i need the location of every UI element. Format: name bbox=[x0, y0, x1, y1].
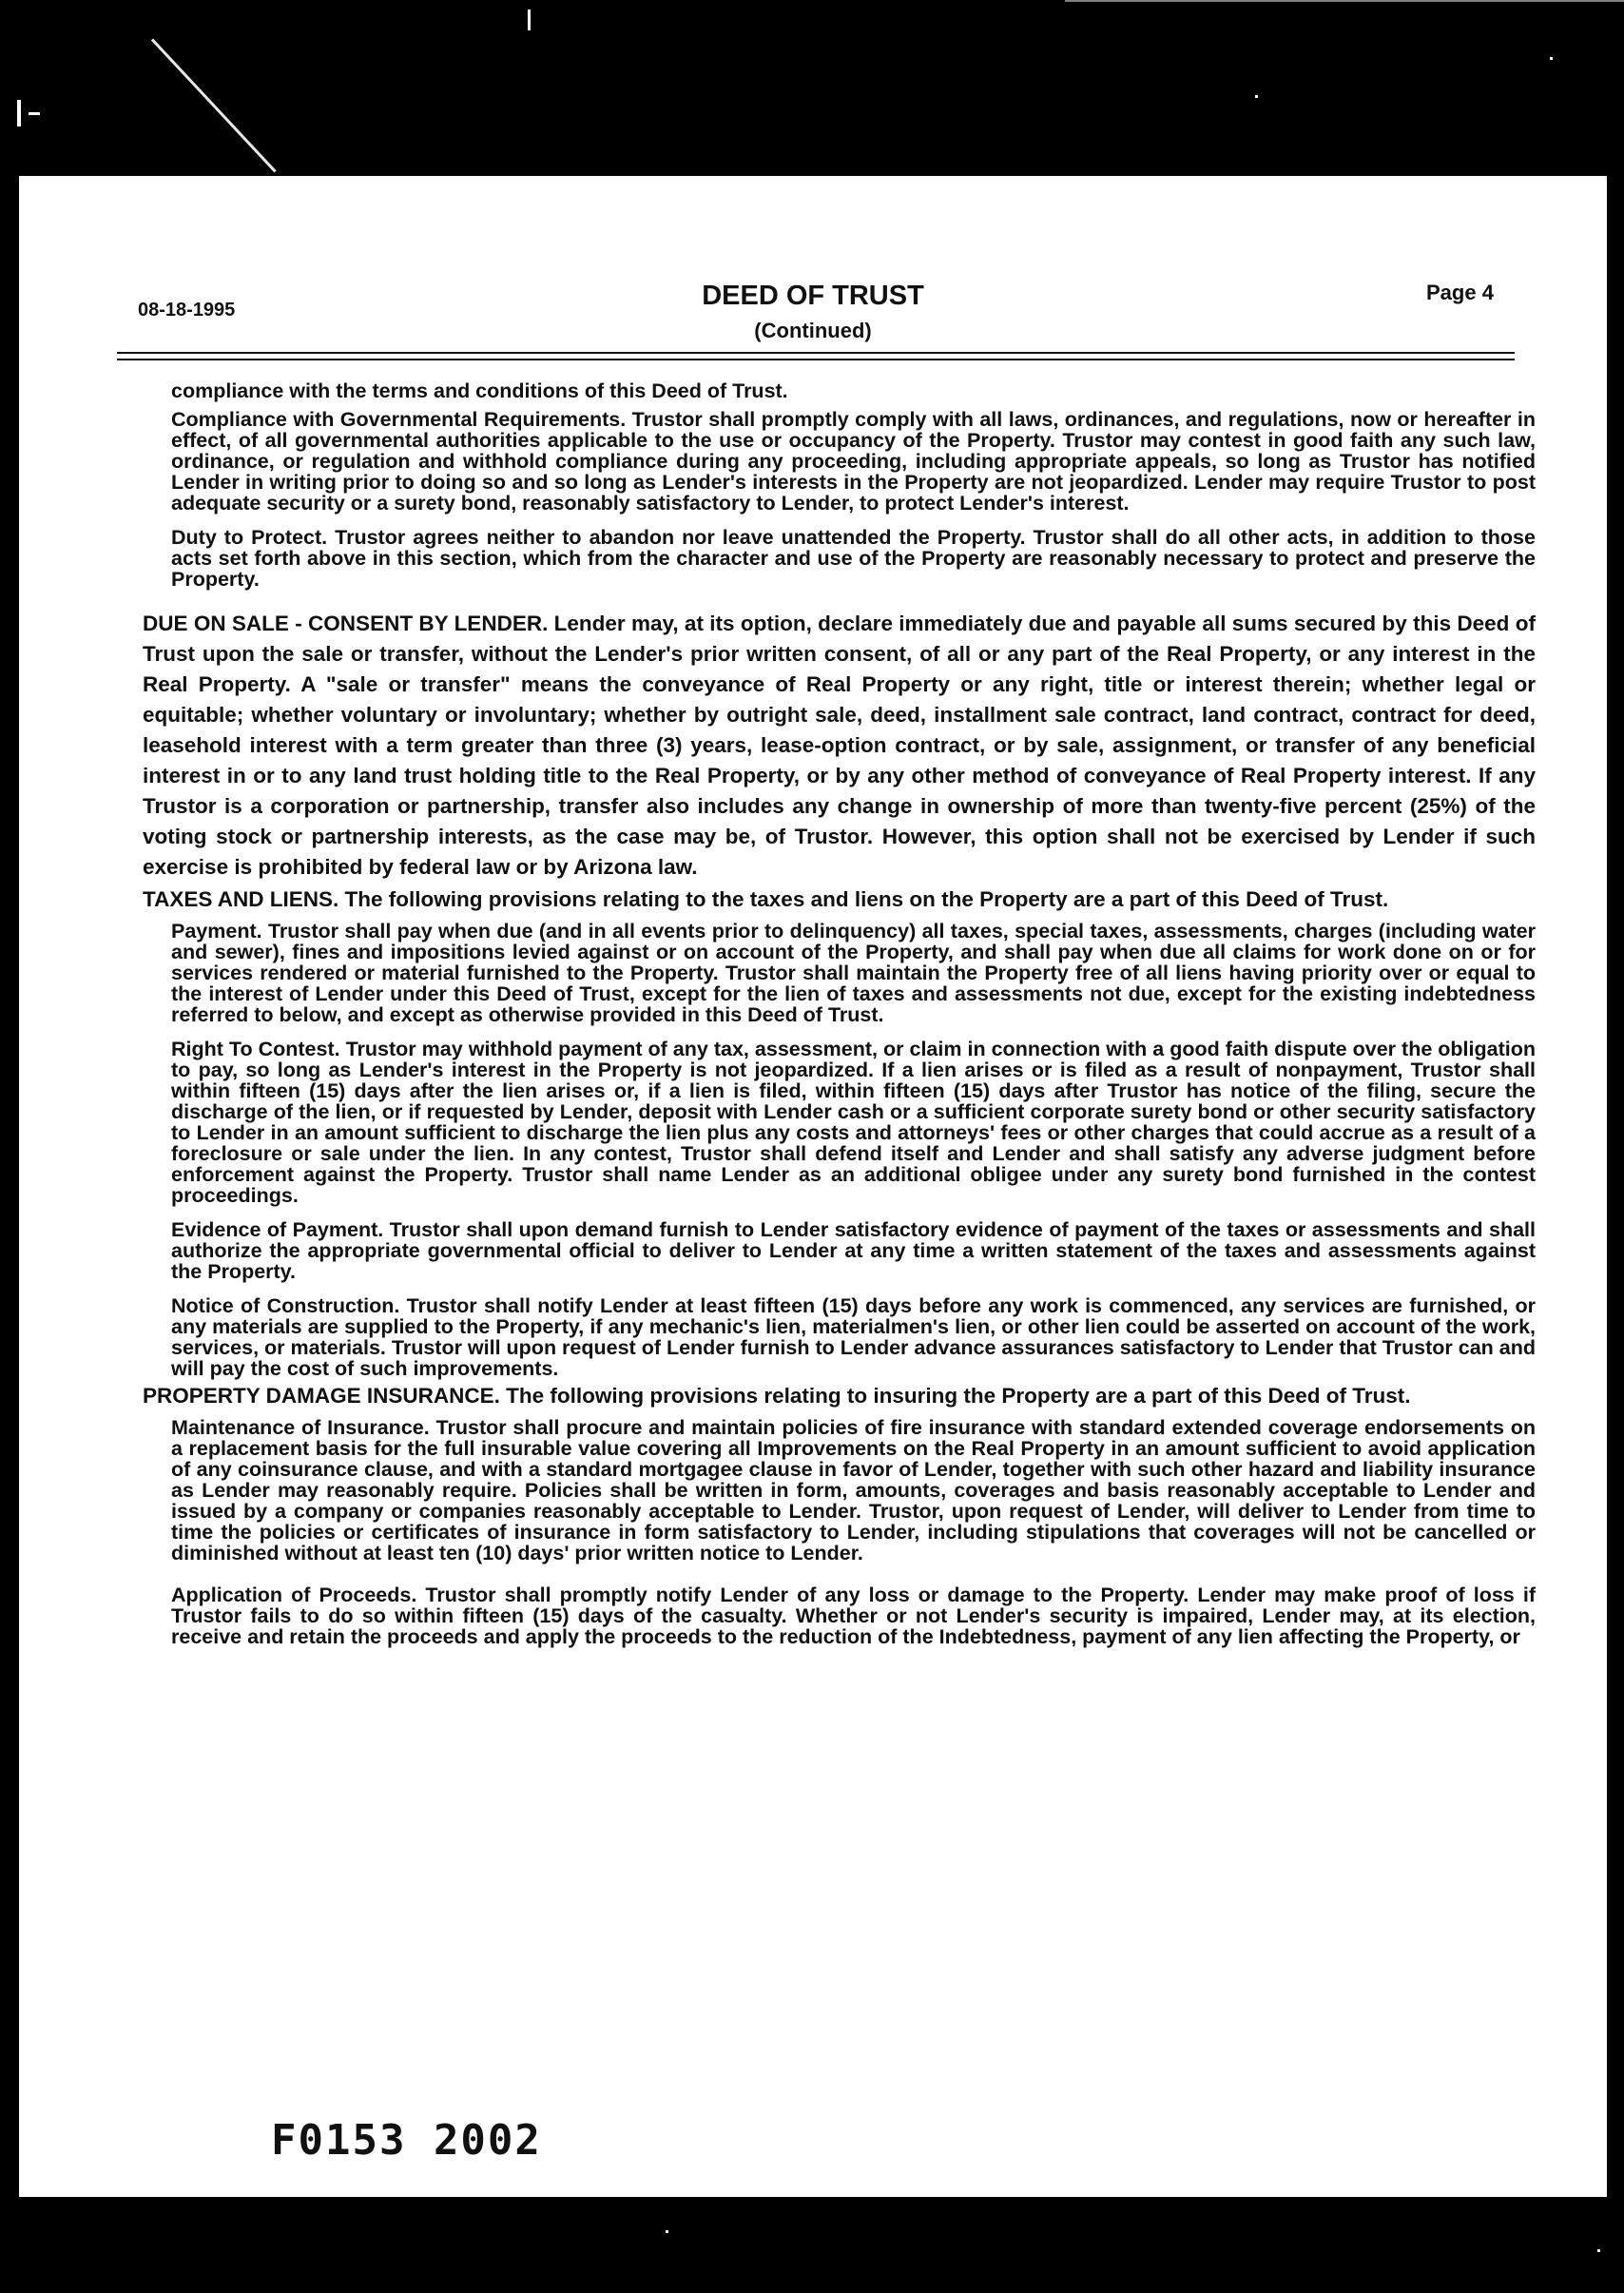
heading-evidence: Evidence of Payment. bbox=[171, 1218, 384, 1241]
heading-taxes: TAXES AND LIENS. bbox=[143, 887, 339, 911]
text-duty: Trustor agrees neither to abandon nor leave unattended the Property. Trustor shall do all other acts, in addition to those acts set forth above in this section, which from the character and use of the Property are reasonably necessary to protect and preserve the Property. bbox=[171, 526, 1536, 591]
page-number: Page 4 bbox=[1426, 281, 1494, 304]
heading-maintenance: Maintenance of Insurance. bbox=[171, 1416, 430, 1439]
continuation-text: compliance with the terms and conditions of this Deed of Trust. bbox=[171, 379, 788, 402]
scan-speck bbox=[17, 100, 21, 126]
heading-notice: Notice of Construction. bbox=[171, 1294, 400, 1317]
heading-proceeds: Application of Proceeds. bbox=[171, 1584, 417, 1606]
text-taxes: The following provisions relating to the taxes and liens on the Property are a part of this Deed of Trust. bbox=[338, 887, 1389, 911]
text-compliance: Trustor shall promptly comply with all laws, ordinances, and regulations, now or hereafter in effect, of all governmental authorities applicable to the use or occupancy of the Property. Trustor may contest in good faith any such law, ordinance, or regulation and withhold compliance during any proceeding, including appropriate appeals, so long as Trustor has notified Lender in writing prior to doing so and so long as Lender's interests in the Property are not jeopardized. Lender may require Trustor to post adequate security or a surety bond, reasonably satisfactory to Lender, to protect Lender's interest. bbox=[171, 408, 1536, 515]
document-code: F0153 2002 bbox=[271, 2116, 542, 2165]
paragraph-evidence bbox=[143, 1219, 1536, 1282]
paragraph-compliance bbox=[143, 409, 1536, 514]
document-body bbox=[143, 380, 1536, 1661]
text-evidence: Trustor shall upon demand furnish to Lender satisfactory evidence of payment of the taxes or assessments and shall authorize the appropriate governmental official to deliver to Lender at any time a written statement of the taxes and assessments against the Property. bbox=[171, 1218, 1536, 1283]
paragraph-maintenance bbox=[143, 1417, 1536, 1564]
heading-contest: Right To Contest. bbox=[171, 1038, 340, 1060]
heading-payment: Payment. bbox=[171, 920, 262, 942]
heading-duty: Duty to Protect. bbox=[171, 526, 328, 549]
paragraph-notice bbox=[143, 1295, 1536, 1379]
document-page bbox=[19, 176, 1607, 2197]
scan-speck bbox=[29, 112, 40, 115]
header-rule-bottom bbox=[117, 359, 1515, 360]
scan-speck bbox=[666, 2230, 668, 2233]
paragraph-proceeds bbox=[143, 1584, 1536, 1647]
text-payment: Trustor shall pay when due (and in all events prior to delinquency) all taxes, special taxes, assessments, charges (including water and sewer), fines and impositions levied against or on account of the Property, and shall pay when due all claims for work done on or for services rendered or material furnished to the Property. Trustor shall maintain the Property free of all liens having priority over or equal to the interest of Lender under this Deed of Trust, except for the lien of taxes and assessments not due, except for the existing indebtedness referred to below, and except as otherwise provided in this Deed of Trust. bbox=[171, 920, 1536, 1026]
scan-speck bbox=[1597, 2249, 1600, 2252]
paragraph-taxes bbox=[143, 888, 1536, 911]
text-proceeds: Trustor shall promptly notify Lender of any loss or damage to the Property. Lender may make proof of loss if Trustor fails to do so within fifteen (15) days of the casualty. Whether or not Lender's security is impaired, Lender may, at its election, receive and retain the proceeds and apply the proceeds to the reduction of the Indebtedness, payment of any lien affecting the Property, or bbox=[171, 1584, 1536, 1648]
text-contest: Trustor may withhold payment of any tax, assessment, or claim in connection with a good faith dispute over the obligation to pay, so long as Lender's interest in the Property is not jeopardized. If a lien arises or is filed as a result of nonpayment, Trustor shall within fifteen (15) days after the lien arises or, if a lien is filed, within fifteen (15) days after Trustor has notice of the filing, secure the discharge of the lien, or if requested by Lender, deposit with Lender cash or a sufficient corporate surety bond or other security satisfactory to Lender in an amount sufficient to discharge the lien plus any costs and attorneys' fees or other charges that could accrue as a result of a foreclosure or sale under the lien. In any contest, Trustor shall defend itself and Lender and shall satisfy any adverse judgment before enforcement against the Property. Trustor shall name Lender as an additional obligee under any surety bond furnished in the contest proceedings. bbox=[171, 1038, 1536, 1207]
text-insurance: The following provisions relating to insuring the Property are a part of this Deed of Trust. bbox=[499, 1384, 1411, 1408]
text-notice: Trustor shall notify Lender at least fifteen (15) days before any work is commenced, any services are furnished, or any materials are supplied to the Property, if any mechanic's lien, materialmen's lien, or other lien could be asserted on account of the work, services, or materials. Trustor will upon request of Lender furnish to Lender advance assurances satisfactory to Lender that Trustor can and will pay the cost of such improvements. bbox=[171, 1294, 1536, 1380]
scan-mark bbox=[151, 38, 277, 172]
heading-compliance: Compliance with Governmental Requirements. bbox=[171, 408, 627, 431]
header-rule-top bbox=[117, 352, 1515, 354]
text-due-on-sale: Lender may, at its option, declare immediately due and payable all sums secured by this Deed of Trust upon the sale or transfer, without the Lender's prior written consent, of all or any part of the Real Property, or any interest in the Real Property. A "sale or transfer" means the conveyance of Real Property or any right, title or interest therein; whether legal or equitable; whether voluntary or involuntary; whether by outright sale, deed, installment sale contract, land contract, contract for deed, leasehold interest with a term greater than three (3) years, lease-option contract, or by sale, assignment, or transfer of any beneficial interest in or to any land trust holding title to the Real Property, or by any other method of conveyance of Real Property interest. If any Trustor is a corporation or partnership, transfer also includes any change in ownership of more than twenty-five percent (25%) of the voting stock or partnership interests, as the case may be, of Trustor. However, this option shall not be exercised by Lender if such exercise is prohibited by federal law or by Arizona law. bbox=[143, 612, 1536, 879]
paragraph-duty bbox=[143, 527, 1536, 590]
heading-insurance: PROPERTY DAMAGE INSURANCE. bbox=[143, 1384, 500, 1408]
paragraph-payment bbox=[143, 921, 1536, 1025]
paragraph-contest bbox=[143, 1039, 1536, 1206]
scan-speck bbox=[1550, 57, 1553, 60]
heading-due-on-sale: DUE ON SALE - CONSENT BY LENDER. bbox=[143, 612, 549, 635]
paragraph-due-on-sale bbox=[143, 609, 1536, 883]
scan-speck bbox=[1255, 95, 1258, 98]
document-date: 08-18-1995 bbox=[138, 300, 236, 321]
scan-speck bbox=[528, 10, 531, 30]
text-maintenance: Trustor shall procure and maintain policies of fire insurance with standard extended coverage endorsements on a replacement basis for the full insurable value covering all Improvements on the Real Property in an amount sufficient to avoid application of any coinsurance clause, and with a standard mortgagee clause in favor of Lender, together with such other hazard and liability insurance as Lender may reasonably require. Policies shall be written in form, amounts, coverages and basis reasonably acceptable to Lender and issued by a company or companies reasonably acceptable to Lender. Trustor, upon request of Lender, will deliver to Lender from time to time the policies or certificates of insurance in form satisfactory to Lender, including stipulations that coverages will not be cancelled or diminished without at least ten (10) days' prior written notice to Lender. bbox=[171, 1416, 1536, 1564]
scan-speck bbox=[1065, 0, 1624, 2]
document-title: DEED OF TRUST bbox=[702, 281, 924, 311]
paragraph-insurance bbox=[143, 1385, 1536, 1408]
document-subtitle: (Continued) bbox=[754, 319, 872, 342]
